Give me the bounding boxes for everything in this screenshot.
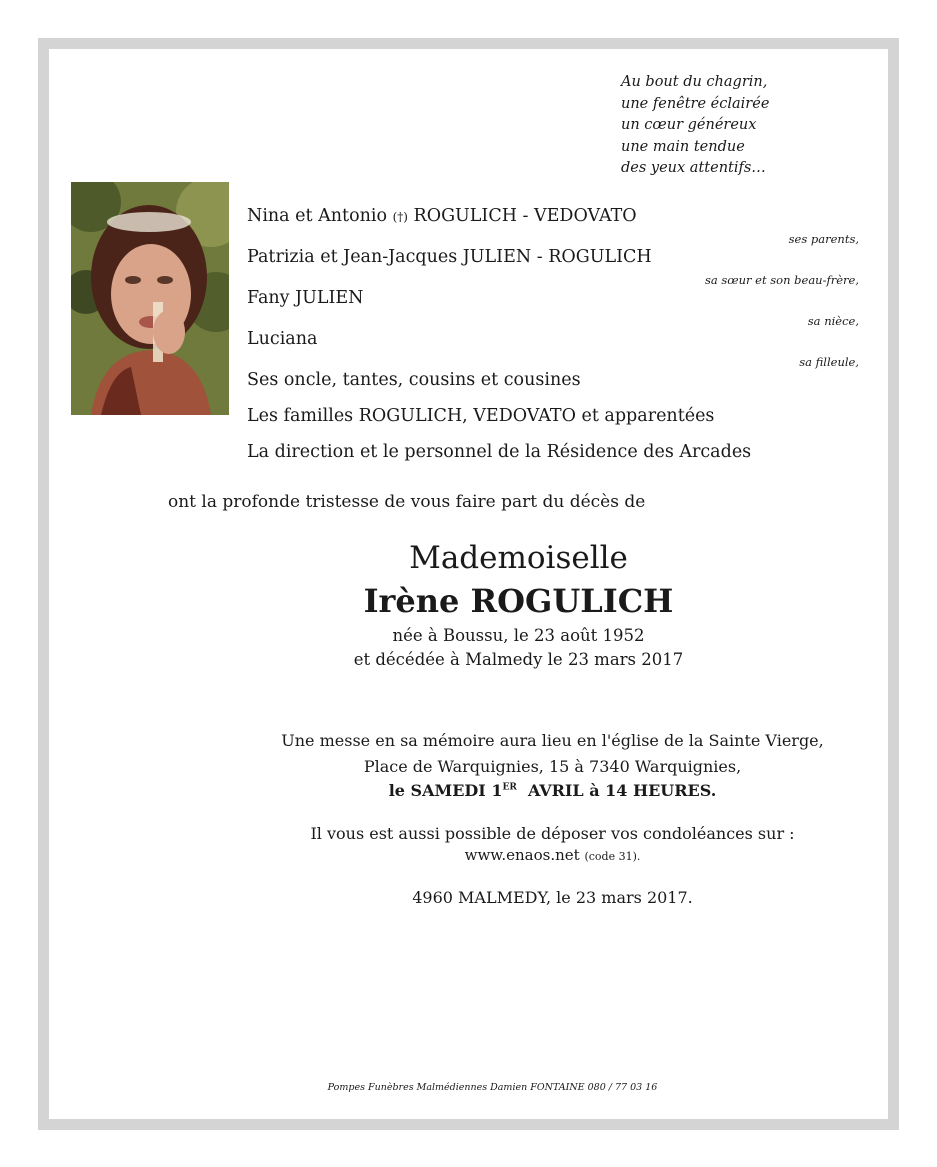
relation-label: sa sœur et son beau-frère,: [704, 273, 859, 287]
birth-info: née à Boussu, le 23 août 1952: [392, 626, 645, 645]
poem-line: une fenêtre éclairée: [621, 95, 770, 112]
family-line-goddaughter: Luciana: [247, 329, 318, 349]
relation-label: sa nièce,: [807, 314, 859, 328]
family-line-staff: La direction et le personnel de la Résidence des Arcades: [247, 442, 752, 462]
poem-line: des yeux attentifs…: [621, 160, 766, 177]
mass-address: Place de Warquignies, 15 à 7340 Warquignies,: [363, 757, 742, 776]
website-link[interactable]: www.enaos.net: [464, 846, 580, 864]
poem-line: Au bout du chagrin,: [621, 74, 768, 90]
condolences-site: [84, 846, 937, 864]
relation-label: ses parents,: [788, 232, 859, 246]
condolences-text: Il vous est aussi possible de déposer vos condoléances sur :: [310, 824, 795, 843]
website-code: (code 31).: [584, 850, 641, 863]
family-name: ROGULICH - VEDOVATO: [413, 206, 637, 226]
death-info: et décédée à Malmedy le 23 mars 2017: [353, 650, 684, 669]
family-line-relatives: Ses oncle, tantes, cousins et cousines: [247, 370, 581, 390]
funeral-home-footer: Pompes Funèbres Malmédiennes Damien FONTAINE 080 / 77 03 16: [327, 1082, 658, 1093]
deceased-name: Irène ROGULICH: [363, 582, 674, 620]
mass-line: Une messe en sa mémoire aura lieu en l'église de la Sainte Vierge,: [281, 731, 824, 750]
family-line-parents: [247, 206, 637, 226]
announcement-text: ont la profonde tristesse de vous faire part du décès de: [168, 492, 646, 512]
poem: [621, 72, 881, 180]
family-name: Nina et Antonio: [247, 206, 388, 226]
place-date: 4960 MALMEDY, le 23 mars 2017.: [412, 888, 693, 907]
family-line-niece: Fany JULIEN: [247, 288, 364, 308]
dagger-symbol: (†): [392, 210, 408, 224]
portrait-photo: [71, 182, 229, 415]
deceased-title: Mademoiselle: [409, 540, 628, 576]
family-line-families: Les familles ROGULICH, VEDOVATO et apparentées: [247, 406, 715, 426]
mass-time: AVRIL à 14 HEURES.: [516, 781, 717, 800]
family-line-sister: Patrizia et Jean-Jacques JULIEN - ROGULICH: [247, 247, 652, 267]
mass-day: le SAMEDI 1: [388, 781, 503, 800]
poem-line: une main tendue: [621, 138, 745, 155]
relation-label: sa filleule,: [799, 355, 859, 369]
mass-day-suffix: ER: [502, 782, 517, 793]
mass-date: [84, 781, 937, 800]
poem-line: un cœur généreux: [621, 117, 757, 134]
